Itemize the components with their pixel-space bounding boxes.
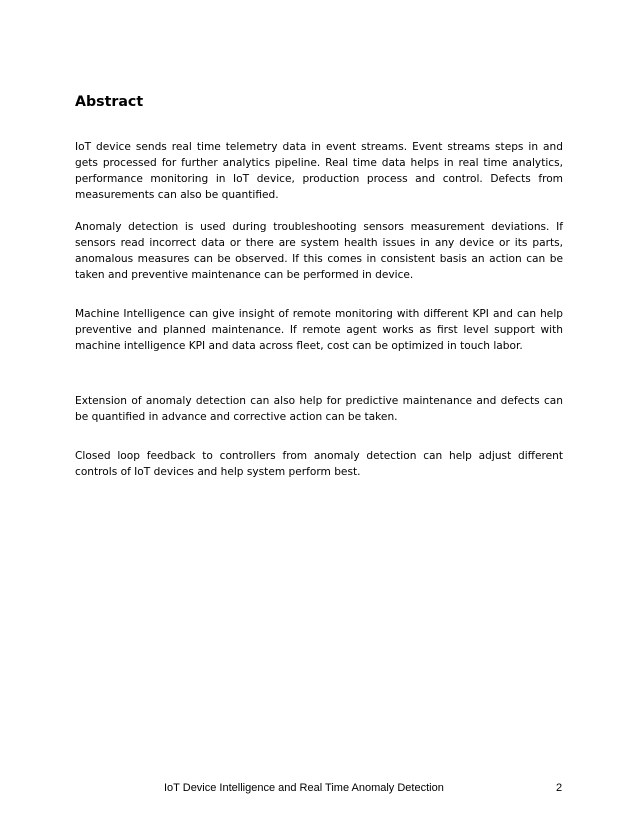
abstract-paragraph-5: Closed loop feedback to controllers from anomaly detection can help adjust different controls of IoT devices and help system perform best. xyxy=(75,450,563,478)
page-footer xyxy=(0,780,638,796)
abstract-paragraph-3: Machine Intelligence can give insight of remote monitoring with different KPI and can help preventive and planned maintenance. If remote agent works as first level support with machine intelligence KPI and data across fleet, cost can be optimized in touch labor. xyxy=(75,308,563,352)
footer-page-number: 2 xyxy=(556,782,563,794)
abstract-heading: Abstract xyxy=(75,94,144,110)
abstract-paragraph-2: Anomaly detection is used during troubleshooting sensors measurement deviations. If sensors read incorrect data or there are system health issues in any device or its parts, anomalous measures can be observed. If this comes in consistent basis an action can be taken and preventive maintenance can be performed in device. xyxy=(75,221,563,281)
abstract-paragraph-1: IoT device sends real time telemetry data in event streams. Event streams steps in and gets processed for further analytics pipeline. Real time data helps in real time analytics, performance monitoring in IoT device, production process and control. Defects from measurements can also be quantified. xyxy=(75,141,563,201)
abstract-paragraph-4: Extension of anomaly detection can also help for predictive maintenance and defects can be quantified in advance and corrective action can be taken. xyxy=(75,395,563,423)
footer-document-title: IoT Device Intelligence and Real Time Anomaly Detection xyxy=(164,782,444,794)
